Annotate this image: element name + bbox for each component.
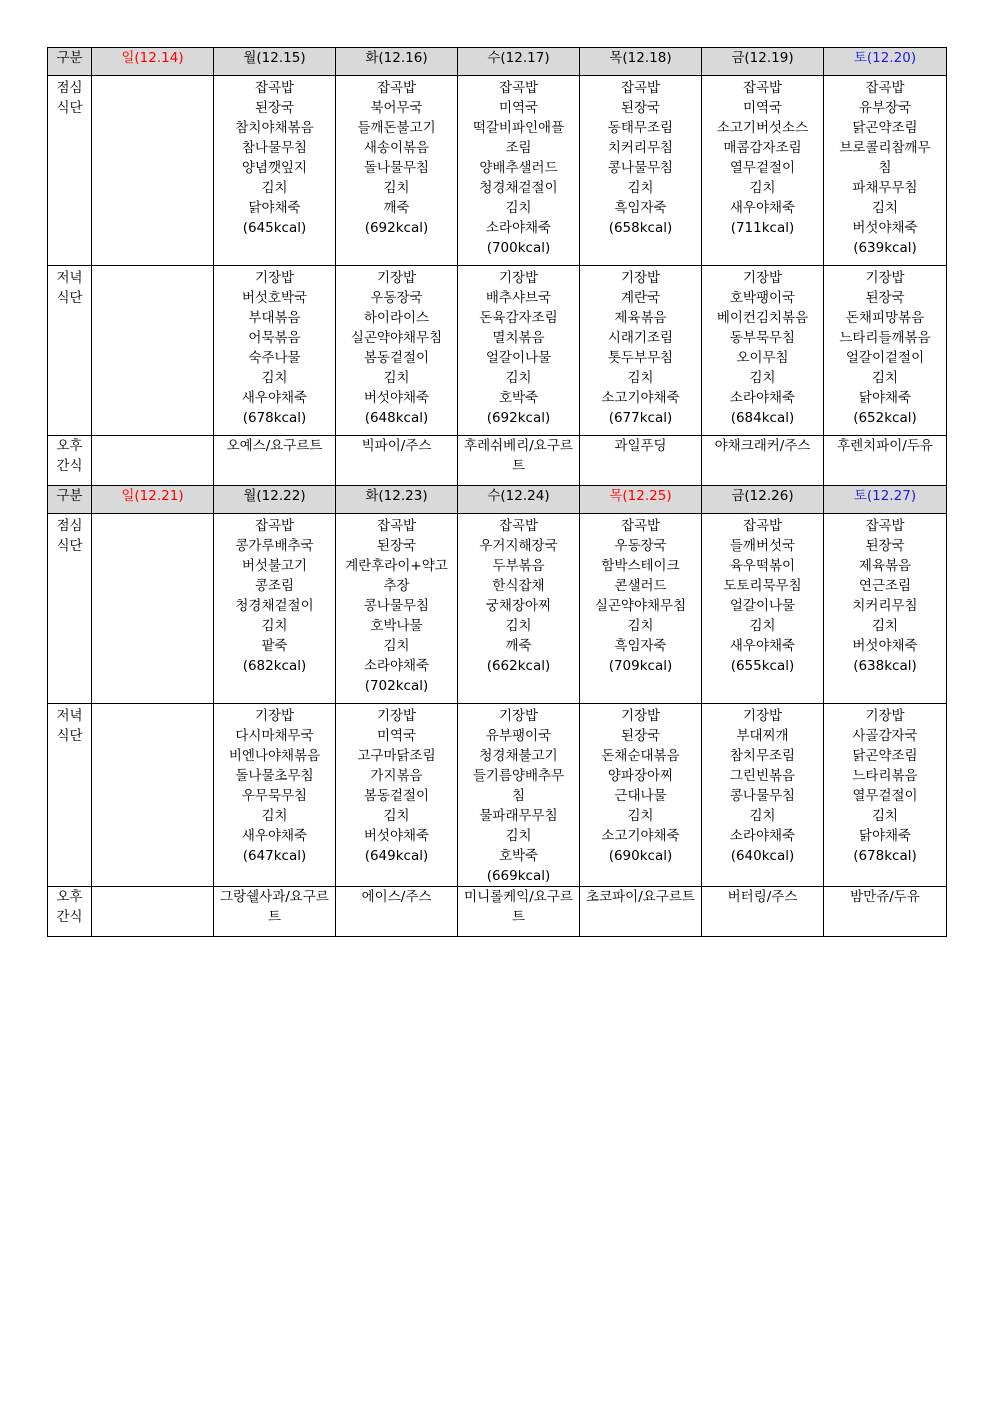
- menu-item: 김치: [749, 370, 776, 386]
- dinner-day-cell: [580, 266, 702, 436]
- lunch-day-cell: [336, 514, 458, 704]
- menu-item: (700kcal): [486, 240, 551, 256]
- menu-item: 된장국: [620, 100, 661, 116]
- menu-item: 김치: [871, 200, 899, 216]
- menu-item: 콩조림: [254, 578, 295, 594]
- menu-item: 콩나물무침: [729, 788, 796, 804]
- menu-item: 버섯야채죽: [852, 638, 918, 654]
- snack-day-cell: 후렌치파이/두유: [824, 436, 947, 486]
- menu-item: 느타리들깨볶음: [839, 330, 931, 346]
- menu-item: 멸치볶음: [492, 330, 545, 346]
- category-header: 구분: [48, 486, 92, 514]
- menu-item: 깨죽: [505, 638, 532, 654]
- menu-item: 미역국: [742, 100, 783, 116]
- lunch-day-cell: [92, 76, 214, 266]
- menu-item: 궁채장아찌: [485, 598, 552, 614]
- snack-day-cell: 빅파이/주스: [336, 436, 458, 486]
- menu-item: 콩나물무침: [363, 598, 430, 614]
- menu-item: 김치: [261, 808, 288, 824]
- day-header: 목(12.25): [580, 486, 702, 514]
- menu-item: 흑임자죽: [614, 638, 667, 654]
- menu-item: 김치: [627, 370, 654, 386]
- menu-item: 부대볶음: [248, 310, 301, 326]
- menu-item: (655kcal): [730, 658, 795, 674]
- menu-item: 도토리묵무침: [723, 578, 802, 594]
- day-header: 금(12.19): [702, 48, 824, 76]
- menu-item: 청경채겉절이: [235, 598, 314, 614]
- menu-item: 김치: [749, 808, 776, 824]
- menu-item: 잡곡밥: [254, 518, 295, 534]
- menu-item: 소고기버섯소스: [716, 120, 809, 136]
- dinner-label-line: 식단: [56, 290, 83, 306]
- menu-item: (652kcal): [853, 410, 917, 426]
- menu-item: 얼갈이겉절이: [845, 350, 925, 366]
- menu-item: 기장밥: [620, 270, 661, 286]
- menu-item: 버섯불고기: [241, 558, 308, 574]
- snack-day-cell: 에이스/주스: [336, 887, 458, 937]
- lunch-day-cell: [336, 76, 458, 266]
- day-header: 금(12.26): [702, 486, 824, 514]
- menu-item: 김치: [383, 638, 410, 654]
- menu-item: 콩나물무침: [607, 160, 674, 176]
- menu-item: 김치: [749, 618, 776, 634]
- menu-item: 톳두부무침: [607, 350, 674, 366]
- menu-item: 버섯야채죽: [852, 220, 918, 236]
- dinner-row: [48, 266, 947, 436]
- menu-item: (669kcal): [486, 868, 551, 884]
- menu-item: 김치: [627, 808, 654, 824]
- menu-item: 새우야채죽: [729, 200, 796, 216]
- menu-item: 우동장국: [614, 538, 667, 554]
- menu-item: 한식잡채: [492, 578, 545, 594]
- dinner-day-cell: [458, 704, 580, 887]
- snack-day-cell: 후레쉬베리/요구르트: [458, 436, 580, 486]
- menu-item: 북어무국: [370, 100, 423, 116]
- dinner-day-cell: [458, 266, 580, 436]
- menu-item: 돈육감자조림: [479, 310, 558, 326]
- menu-item: 들기름양배추무: [472, 768, 565, 784]
- dinner-label: [48, 704, 92, 887]
- day-header: 토(12.27): [824, 486, 947, 514]
- menu-item: 매콤감자조림: [723, 140, 802, 156]
- snack-day-cell: [92, 436, 214, 486]
- menu-item: 기장밥: [254, 708, 295, 724]
- snack-day-cell: 초코파이/요구르트: [580, 887, 702, 937]
- menu-item: 김치: [627, 180, 654, 196]
- lunch-day-cell: [458, 76, 580, 266]
- dinner-day-cell: [702, 266, 824, 436]
- lunch-label: [48, 514, 92, 704]
- menu-item: 김치: [261, 180, 288, 196]
- snack-label: [48, 436, 92, 486]
- menu-item: 버섯야채죽: [363, 828, 430, 844]
- menu-item: 콩가루배추국: [235, 538, 314, 554]
- menu-item: 닭곤약조림: [852, 748, 918, 764]
- menu-item: 동부묵무침: [729, 330, 796, 346]
- lunch-label-line: 점심: [56, 518, 83, 534]
- menu-item: 잡곡밥: [620, 518, 661, 534]
- menu-item: 계란후라이+약고: [345, 558, 448, 574]
- snack-day-cell: 오예스/요구르트: [214, 436, 336, 486]
- menu-item: 김치: [261, 618, 288, 634]
- menu-item: 호박팽이국: [729, 290, 796, 306]
- menu-item: 기장밥: [498, 270, 539, 286]
- menu-item: 떡갈비파인애플: [472, 120, 565, 136]
- menu-item: 닭야채죽: [858, 390, 912, 406]
- menu-item: 들깨버섯국: [729, 538, 796, 554]
- menu-item: 두부볶음: [492, 558, 545, 574]
- snack-label-line: 오후: [56, 889, 83, 905]
- menu-item: 잡곡밥: [742, 518, 783, 534]
- menu-item: 동태무조림: [607, 120, 674, 136]
- menu-item: 김치: [383, 370, 410, 386]
- menu-item: 조림: [505, 140, 532, 156]
- menu-item: 된장국: [865, 538, 905, 554]
- menu-item: 양념깻잎지: [241, 160, 308, 176]
- lunch-day-cell: [702, 514, 824, 704]
- menu-item: 소라야채죽: [363, 658, 430, 674]
- menu-item: 기장밥: [865, 708, 905, 724]
- menu-item: 김치: [383, 808, 410, 824]
- dinner-label-line: 식단: [56, 728, 83, 744]
- menu-item: 다시마채무국: [235, 728, 314, 744]
- menu-item: 소라야채죽: [485, 220, 552, 236]
- menu-item: (678kcal): [242, 410, 307, 426]
- menu-item: 치커리무침: [852, 598, 918, 614]
- menu-item: (638kcal): [853, 658, 917, 674]
- menu-item: 배추샤브국: [485, 290, 552, 306]
- menu-item: 근대나물: [614, 788, 667, 804]
- menu-item: (678kcal): [853, 848, 917, 864]
- menu-item: 김치: [749, 180, 776, 196]
- menu-item: 얼갈이나물: [729, 598, 796, 614]
- menu-item: 흑임자죽: [614, 200, 667, 216]
- day-header: 화(12.16): [336, 48, 458, 76]
- menu-item: 돌나물초무침: [235, 768, 314, 784]
- lunch-day-cell: [702, 76, 824, 266]
- lunch-day-cell: [92, 514, 214, 704]
- day-header: 토(12.20): [824, 48, 947, 76]
- menu-item: (692kcal): [364, 220, 429, 236]
- menu-item: 부대찌개: [736, 728, 789, 744]
- menu-item: 잡곡밥: [742, 80, 783, 96]
- menu-item: 기장밥: [376, 270, 417, 286]
- lunch-day-cell: [580, 76, 702, 266]
- menu-item: 유부팽이국: [485, 728, 552, 744]
- snack-day-cell: 버터링/주스: [702, 887, 824, 937]
- menu-item: 호박죽: [498, 390, 539, 406]
- menu-item: 돈채순대볶음: [601, 748, 680, 764]
- menu-item: 소라야채죽: [729, 828, 796, 844]
- menu-item: 소고기야채죽: [601, 390, 680, 406]
- snack-day-cell: 미니롤케익/요구르트: [458, 887, 580, 937]
- menu-item: 어묵볶음: [248, 330, 301, 346]
- week-header-row: [48, 486, 947, 514]
- menu-item: 기장밥: [376, 708, 417, 724]
- lunch-day-cell: [824, 76, 947, 266]
- menu-item: 육우떡볶이: [729, 558, 796, 574]
- snack-row: [48, 436, 947, 486]
- menu-item: 가지볶음: [370, 768, 423, 784]
- menu-item: (647kcal): [242, 848, 307, 864]
- menu-item: 새우야채죽: [241, 828, 308, 844]
- menu-item: (649kcal): [364, 848, 429, 864]
- lunch-label-line: 식단: [56, 538, 83, 554]
- menu-item: 김치: [505, 370, 532, 386]
- week-header-row: [48, 48, 947, 76]
- lunch-day-cell: [214, 76, 336, 266]
- menu-item: 비엔나야채볶음: [228, 748, 321, 764]
- menu-item: 실곤약야채무침: [350, 330, 443, 346]
- menu-item: (645kcal): [242, 220, 307, 236]
- menu-item: 봄동겉절이: [363, 788, 430, 804]
- menu-item: (639kcal): [853, 240, 917, 256]
- menu-item: 새우야채죽: [729, 638, 796, 654]
- menu-item: 김치: [871, 618, 899, 634]
- lunch-day-cell: [214, 514, 336, 704]
- menu-item: 열무겉절이: [729, 160, 796, 176]
- menu-item: 시래기조림: [607, 330, 674, 346]
- snack-label: [48, 887, 92, 937]
- menu-item: 잡곡밥: [620, 80, 661, 96]
- dinner-day-cell: [580, 704, 702, 887]
- menu-item: 치커리무침: [607, 140, 674, 156]
- menu-item: 양배추샐러드: [479, 160, 558, 176]
- dinner-label-line: 저녁: [56, 270, 83, 286]
- menu-item: 침: [511, 788, 526, 804]
- menu-item: 숙주나물: [248, 350, 301, 366]
- menu-item: 깨죽: [383, 200, 410, 216]
- menu-item: 김치: [627, 618, 654, 634]
- snack-label-line: 간식: [56, 909, 83, 925]
- lunch-day-cell: [824, 514, 947, 704]
- menu-item: 연근조림: [858, 578, 912, 594]
- menu-item: 새우야채죽: [241, 390, 308, 406]
- menu-item: 참치무조림: [729, 748, 796, 764]
- dinner-day-cell: [702, 704, 824, 887]
- menu-item: 잡곡밥: [498, 80, 539, 96]
- dinner-label-line: 저녁: [56, 708, 83, 724]
- day-header: 수(12.17): [458, 48, 580, 76]
- category-header: 구분: [48, 48, 92, 76]
- snack-day-cell: 야채크래커/주스: [702, 436, 824, 486]
- menu-item: 잡곡밥: [498, 518, 539, 534]
- menu-item: 된장국: [620, 728, 661, 744]
- day-header: 월(12.22): [214, 486, 336, 514]
- menu-item: 김치: [505, 200, 532, 216]
- lunch-row: [48, 514, 947, 704]
- menu-item: 잡곡밥: [865, 518, 905, 534]
- lunch-day-cell: [580, 514, 702, 704]
- menu-item: 열무겉절이: [852, 788, 918, 804]
- menu-item: 우거지해장국: [479, 538, 558, 554]
- lunch-day-cell: [458, 514, 580, 704]
- menu-item: (692kcal): [486, 410, 551, 426]
- lunch-label-line: 식단: [56, 100, 83, 116]
- menu-item: 기장밥: [742, 270, 783, 286]
- menu-item: 우무묵무침: [241, 788, 308, 804]
- dinner-day-cell: [92, 704, 214, 887]
- menu-item: 사골감자국: [852, 728, 918, 744]
- day-header: 일(12.14): [92, 48, 214, 76]
- lunch-row: [48, 76, 947, 266]
- snack-row: [48, 887, 947, 937]
- snack-label-line: 간식: [56, 458, 83, 474]
- menu-item: 닭곤약조림: [852, 120, 918, 136]
- menu-item: (709kcal): [608, 658, 673, 674]
- menu-item: 잡곡밥: [376, 518, 417, 534]
- snack-day-cell: 밤만쥬/두유: [824, 887, 947, 937]
- menu-item: 침: [878, 160, 892, 176]
- menu-item: 양파장아찌: [607, 768, 674, 784]
- menu-item: 팥죽: [261, 638, 288, 654]
- menu-item: 함박스테이크: [601, 558, 680, 574]
- menu-item: 파채무무침: [852, 180, 918, 196]
- menu-item: 참나물무침: [241, 140, 308, 156]
- menu-item: 잡곡밥: [865, 80, 905, 96]
- menu-item: 콘샐러드: [614, 578, 667, 594]
- menu-item: (677kcal): [608, 410, 673, 426]
- menu-item: 제육볶음: [614, 310, 667, 326]
- snack-day-cell: [92, 887, 214, 937]
- menu-item: 김치: [261, 370, 288, 386]
- menu-item: 기장밥: [498, 708, 539, 724]
- dinner-day-cell: [92, 266, 214, 436]
- menu-item: 김치: [871, 370, 899, 386]
- menu-item: 김치: [505, 618, 532, 634]
- day-header: 수(12.24): [458, 486, 580, 514]
- menu-item: (711kcal): [730, 220, 795, 236]
- menu-item: 기장밥: [742, 708, 783, 724]
- menu-item: 느타리볶음: [852, 768, 918, 784]
- dinner-day-cell: [336, 704, 458, 887]
- dinner-day-cell: [824, 266, 947, 436]
- dinner-day-cell: [336, 266, 458, 436]
- snack-day-cell: 과일푸딩: [580, 436, 702, 486]
- menu-item: 기장밥: [865, 270, 905, 286]
- menu-item: 미역국: [376, 728, 417, 744]
- menu-item: (690kcal): [608, 848, 673, 864]
- menu-item: 버섯야채죽: [363, 390, 430, 406]
- menu-item: 김치: [383, 180, 410, 196]
- menu-item: 유부장국: [858, 100, 912, 116]
- menu-item: 오이무침: [736, 350, 789, 366]
- lunch-label-line: 점심: [56, 80, 83, 96]
- menu-item: 제육볶음: [858, 558, 912, 574]
- menu-item: 얼갈이나물: [485, 350, 552, 366]
- menu-item: 호박나물: [370, 618, 423, 634]
- menu-item: 고구마닭조림: [357, 748, 436, 764]
- menu-item: 청경채겉절이: [479, 180, 558, 196]
- dinner-day-cell: [214, 266, 336, 436]
- dinner-day-cell: [214, 704, 336, 887]
- menu-item: 돈채피망볶음: [845, 310, 925, 326]
- menu-item: 소라야채죽: [729, 390, 796, 406]
- day-header: 화(12.23): [336, 486, 458, 514]
- menu-item: 청경채불고기: [479, 748, 558, 764]
- lunch-label: [48, 76, 92, 266]
- menu-item: 돌나물무침: [363, 160, 430, 176]
- menu-item: 브로콜리참깨무: [839, 140, 931, 156]
- menu-item: 계란국: [620, 290, 661, 306]
- menu-item: 미역국: [498, 100, 539, 116]
- menu-item: 버섯호박국: [241, 290, 308, 306]
- menu-item: (682kcal): [242, 658, 307, 674]
- menu-item: (640kcal): [730, 848, 795, 864]
- menu-item: 참치야채볶음: [235, 120, 314, 136]
- menu-item: 실곤약야채무침: [594, 598, 687, 614]
- menu-item: (684kcal): [730, 410, 795, 426]
- dinner-day-cell: [824, 704, 947, 887]
- day-header: 일(12.21): [92, 486, 214, 514]
- snack-day-cell: 그랑쉘사과/요구르트: [214, 887, 336, 937]
- menu-item: (658kcal): [608, 220, 673, 236]
- menu-item: 된장국: [376, 538, 417, 554]
- menu-item: 들깨돈불고기: [357, 120, 436, 136]
- snack-label-line: 오후: [56, 438, 83, 454]
- menu-item: 하이라이스: [363, 310, 430, 326]
- menu-item: 추장: [383, 578, 410, 594]
- menu-item: (648kcal): [364, 410, 429, 426]
- menu-item: 새송이볶음: [363, 140, 430, 156]
- day-header: 월(12.15): [214, 48, 336, 76]
- menu-item: (662kcal): [486, 658, 551, 674]
- menu-item: 잡곡밥: [254, 80, 295, 96]
- dinner-label: [48, 266, 92, 436]
- menu-item: 된장국: [865, 290, 905, 306]
- menu-item: 잡곡밥: [376, 80, 417, 96]
- menu-item: 김치: [505, 828, 532, 844]
- menu-item: 물파래무무침: [479, 808, 558, 824]
- menu-item: 우동장국: [370, 290, 423, 306]
- menu-item: 김치: [871, 808, 899, 824]
- menu-item: 봄동겉절이: [363, 350, 430, 366]
- menu-item: 된장국: [254, 100, 295, 116]
- menu-item: 베이컨김치볶음: [716, 310, 809, 326]
- menu-item: 닭야채죽: [858, 828, 912, 844]
- menu-item: 닭야채죽: [248, 200, 301, 216]
- menu-item: 그린빈볶음: [729, 768, 796, 784]
- menu-item: 기장밥: [254, 270, 295, 286]
- dinner-row: [48, 704, 947, 887]
- menu-item: 호박죽: [498, 848, 539, 864]
- meal-menu-table: [47, 47, 947, 937]
- menu-item: (702kcal): [364, 678, 429, 694]
- day-header: 목(12.18): [580, 48, 702, 76]
- menu-item: 기장밥: [620, 708, 661, 724]
- menu-item: 소고기야채죽: [601, 828, 680, 844]
